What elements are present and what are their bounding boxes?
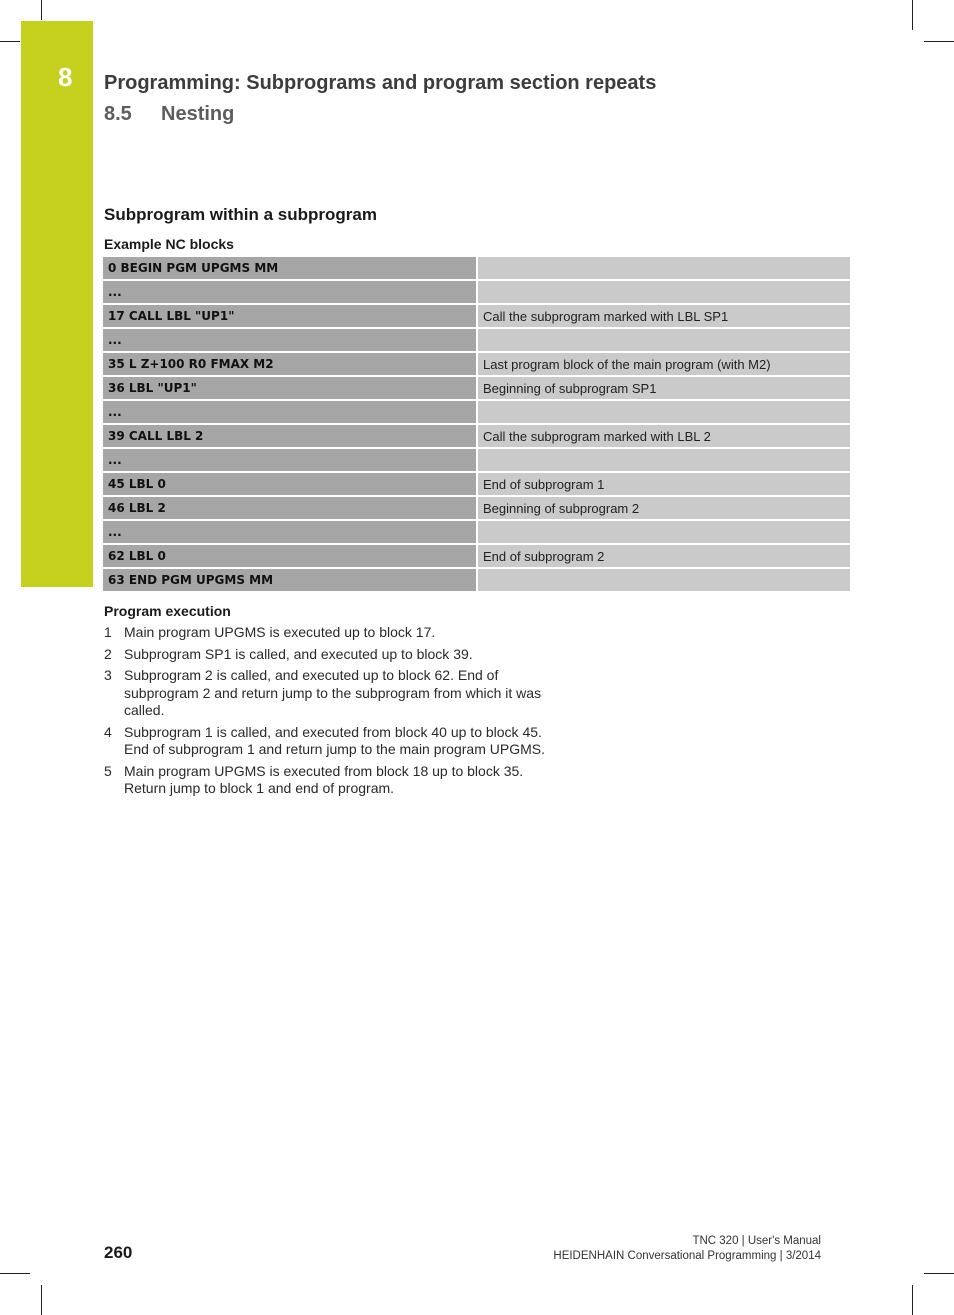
nc-description-cell: End of subprogram 2 (478, 545, 850, 567)
footer (553, 1234, 821, 1264)
crop-mark (912, 0, 913, 30)
nc-code-cell: ... (103, 281, 478, 303)
nc-description-cell (478, 401, 850, 423)
subsection-heading: Subprogram within a subprogram (104, 205, 377, 224)
crop-mark (0, 1273, 30, 1274)
list-item (104, 624, 564, 642)
table-row (103, 401, 850, 423)
nc-description-cell (478, 521, 850, 543)
section-title: Nesting (161, 103, 235, 125)
nc-description-cell: End of subprogram 1 (478, 473, 850, 495)
table-row (103, 545, 850, 567)
step-text: Subprogram SP1 is called, and executed up to block 39. (124, 645, 473, 662)
nc-description-cell: Beginning of subprogram SP1 (478, 377, 850, 399)
nc-code-cell: 35 L Z+100 R0 FMAX M2 (103, 353, 478, 375)
table-row (103, 569, 850, 591)
execution-steps (104, 624, 564, 802)
chapter-title: Programming: Subprograms and program section repeats (104, 72, 657, 94)
footer-line-1: TNC 320 | User's Manual (692, 1235, 821, 1247)
section-number: 8.5 (104, 103, 132, 125)
nc-description-cell (478, 281, 850, 303)
crop-mark (924, 41, 954, 42)
table-row (103, 329, 850, 351)
step-text: Subprogram 2 is called, and executed up to block 62. End of subprogram 2 and return jump to the subprogram from which it was called. (124, 667, 542, 718)
footer-line-2: HEIDENHAIN Conversational Programming | 3/2014 (553, 1250, 821, 1262)
list-item (104, 667, 564, 720)
nc-description-cell: Call the subprogram marked with LBL 2 (478, 425, 850, 447)
nc-code-cell: 36 LBL "UP1" (103, 377, 478, 399)
step-text: Main program UPGMS is executed from block 18 up to block 35. Return jump to block 1 and end of program. (124, 762, 524, 796)
chapter-number: 8 (58, 62, 73, 92)
crop-mark (0, 41, 20, 42)
list-item (104, 646, 564, 664)
example-label: Example NC blocks (104, 236, 234, 252)
execution-label: Program execution (104, 603, 231, 619)
step-number: 1 (104, 624, 112, 640)
nc-description-cell (478, 569, 850, 591)
page-number: 260 (104, 1243, 133, 1262)
table-row (103, 353, 850, 375)
nc-code-cell: ... (103, 521, 478, 543)
nc-description-cell (478, 449, 850, 471)
step-number: 3 (104, 667, 112, 683)
chapter-sidebar (21, 21, 93, 587)
table-row (103, 521, 850, 543)
step-text: Main program UPGMS is executed up to block 17. (124, 624, 436, 640)
nc-code-cell: 17 CALL LBL "UP1" (103, 305, 478, 327)
section-title-line (104, 103, 234, 126)
table-row (103, 305, 850, 327)
nc-description-cell: Last program block of the main program (with M2) (478, 353, 850, 375)
list-item (104, 763, 564, 798)
table-row (103, 257, 850, 279)
step-text: Subprogram 1 is called, and executed from block 40 up to block 45. End of subprogram 1 and return jump to the main program UPGMS. (124, 723, 545, 757)
nc-description-cell (478, 257, 850, 279)
nc-code-cell: 0 BEGIN PGM UPGMS MM (103, 257, 478, 279)
crop-mark (41, 1285, 42, 1315)
nc-blocks-table (103, 255, 850, 593)
nc-description-cell: Call the subprogram marked with LBL SP1 (478, 305, 850, 327)
nc-code-cell: ... (103, 329, 478, 351)
nc-code-cell: ... (103, 449, 478, 471)
nc-code-cell: 62 LBL 0 (103, 545, 478, 567)
table-row (103, 425, 850, 447)
nc-code-cell: ... (103, 401, 478, 423)
table-row (103, 377, 850, 399)
list-item (104, 724, 564, 759)
table-row (103, 497, 850, 519)
step-number: 2 (104, 645, 112, 662)
nc-description-cell: Beginning of subprogram 2 (478, 497, 850, 519)
step-number: 5 (104, 762, 112, 779)
crop-mark (41, 0, 42, 20)
nc-code-cell: 45 LBL 0 (103, 473, 478, 495)
step-number: 4 (104, 723, 112, 740)
crop-mark (924, 1273, 954, 1274)
nc-description-cell (478, 329, 850, 351)
table-row (103, 281, 850, 303)
nc-code-cell: 39 CALL LBL 2 (103, 425, 478, 447)
table-row (103, 449, 850, 471)
nc-code-cell: 46 LBL 2 (103, 497, 478, 519)
table-row (103, 473, 850, 495)
crop-mark (912, 1285, 913, 1315)
nc-code-cell: 63 END PGM UPGMS MM (103, 569, 478, 591)
